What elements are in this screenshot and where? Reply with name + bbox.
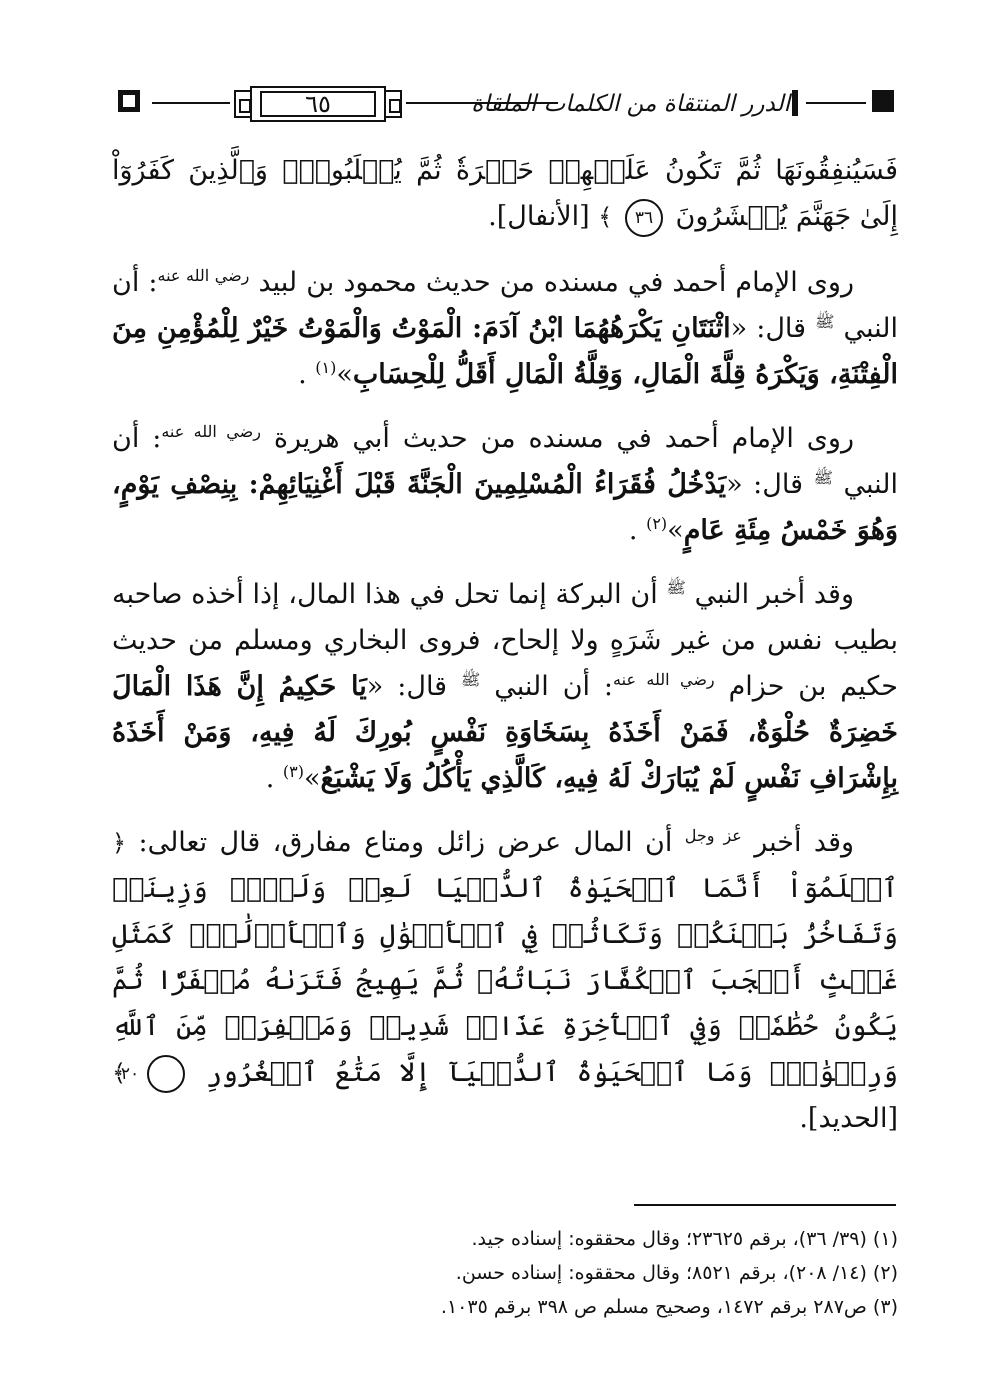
paragraph-text: قال: «: [726, 469, 803, 500]
paragraph-hadith-1: [112, 260, 898, 398]
hadith-text: اثْنَتَانِ يَكْرَهُهُمَا ابْنُ آدَمَ: الْمَوْتُ وَالْمَوْتُ خَيْرٌ لِلْمُؤْمِنِ مِنَ الْفِتْنَةِ، وَيَكْرَهُ قِلَّةَ الْمَالِ، وَقِلَّةُ الْمَالِ أَقَلُّ لِلْحِسَابِ: [112, 313, 898, 390]
paragraph-text: قال: «: [366, 671, 448, 702]
honorific: ﷺ: [813, 468, 833, 487]
honorific: رضي الله عنه: [157, 266, 250, 285]
honorific: عز وجل: [684, 826, 742, 845]
hadith-text: يَا حَكِيمُ إِنَّ هَذَا الْمَالَ خَضِرَةٌ حُلْوَةٌ، فَمَنْ أَخَذَهُ بِسَخَاوَةِ نَفْسٍ بُورِكَ لَهُ فِيهِ، وَمَنْ أَخَذَهُ بِإِشْرَافِ نَفْسٍ لَمْ يُبَارَكْ لَهُ فِيهِ، كَالَّذِي يَأْكُلُ وَلَا يَشْبَعُ: [112, 671, 898, 794]
verse-text-line1: فَسَيُنفِقُونَهَا ثُمَّ تَكُونُ عَلَيۡهِمۡ حَسۡرَةٗ ثُمَّ يُغۡلَبُونَۗ وَٱلَّذِينَ كَفَرُوٓاْ إِلَىٰ جَهَنَّمَ: [112, 155, 898, 232]
header-square-outline-ornament: [118, 90, 140, 112]
quran-verse-continuation: [112, 148, 898, 240]
footnote-ref: (٣): [282, 762, 304, 781]
paragraph-text: وقد أخبر النبي: [694, 579, 854, 610]
honorific: رضي الله عنه: [161, 422, 261, 441]
paragraph-verse-hadid: [112, 820, 898, 1142]
paragraph-text: أن البركة إنما تحل في هذا المال، إذا أخذه صاحبه بطيب نفس من غير شَرَهٍ ولا إلحاح، فروى البخاري ومسلم من حديث حكيم بن حزام: [112, 579, 898, 702]
header-rule: [152, 102, 230, 104]
paragraph-text: روى الإمام أحمد في مسنده من حديث أبي هريرة: [273, 423, 855, 454]
paragraph-text: وقد أخبر: [754, 827, 855, 858]
verse-text-line2: يُحۡشَرُونَ: [675, 201, 788, 232]
honorific: ﷺ: [461, 670, 481, 689]
main-text: [112, 148, 898, 1160]
quote-mark: »: [667, 515, 684, 546]
paragraph-text: : أن النبي: [494, 671, 614, 702]
opening-bracket-ornament: ﴿: [112, 829, 127, 857]
quote-mark: »: [303, 763, 321, 794]
paragraph-text: : أن النبي: [112, 267, 898, 344]
paragraph-text: قال: «: [730, 313, 807, 344]
footnote-item: (٣) ص٢٨٧ برقم ١٤٧٢، وصحيح مسلم ص ٣٩٨ برقم ١٠٣٥.: [440, 1296, 898, 1318]
verse-number-marker: ٢٠: [147, 1055, 185, 1093]
closing-bracket-ornament: ﴾: [112, 1059, 127, 1087]
paragraph-text: أن المال عرض زائل ومتاع مفارق، قال تعالى:: [138, 827, 673, 858]
footnotes: [112, 1222, 898, 1324]
footnote-item: (٢) (١٤/ ٢٠٨)، برقم ٨٥٢١؛ وقال محققوه: إسناده حسن.: [455, 1262, 898, 1284]
page-number-frame: [230, 82, 406, 126]
quote-mark: »: [336, 359, 353, 390]
honorific: رضي الله عنه: [613, 670, 715, 689]
paragraph-text: : أن النبي: [112, 423, 898, 500]
surah-reference: [الحديد].: [799, 1103, 898, 1134]
header-bar-ornament: [792, 90, 798, 116]
hadith-text: يَدْخُلُ فُقَرَاءُ الْمُسْلِمِينَ الْجَنَّةَ قَبْلَ أَغْنِيَائِهِمْ: بِنِصْفِ يَوْمٍ، وَهُوَ خَمْسُ مِئَةِ عَامٍ: [112, 469, 898, 546]
verse-number-marker: ٣٦: [625, 199, 663, 237]
paragraph-hadith-3: [112, 572, 898, 802]
footnote-item: (١) (٣٩/ ٣٦)، برقم ٢٣٦٢٥؛ وقال محققوه: إسناده جيد.: [471, 1228, 898, 1250]
footnote-ref: (١): [315, 358, 337, 377]
surah-reference: [الأنفال].: [488, 201, 590, 232]
footnote-ref: (٢): [646, 514, 668, 533]
book-title: الدرر المنتقاة من الكلمات الملقاة: [471, 91, 790, 117]
paragraph-text: .: [265, 763, 275, 794]
paragraph-text: .: [628, 515, 638, 546]
header-rule: [806, 102, 866, 104]
footnote-separator: [634, 1204, 896, 1206]
quran-verse-text: ٱعۡلَمُوٓاْ أَنَّمَا ٱلۡحَيَوٰةُ ٱلدُّنۡيَا لَعِبٞ وَلَهۡوٞ وَزِينَةٞ وَتَفَاخُرُۢ بَيۡنَكُمۡ وَتَكَاثُرٞ فِي ٱلۡأَمۡوَٰلِ وَٱلۡأَوۡلَٰدِۖ كَمَثَلِ غَيۡثٍ أَعۡجَبَ ٱلۡكُفَّارَ نَبَاتُهُۥ ثُمَّ يَهِيجُ فَتَرَىٰهُ مُصۡفَرّٗا ثُمَّ يَكُونُ حُطَٰمٗاۖ وَفِي ٱلۡأٓخِرَةِ عَذَابٞ شَدِيدٞ وَمَغۡفِرَةٞ مِّنَ ٱللَّهِ وَرِضۡوَٰنٞۚ وَمَا ٱلۡحَيَوٰةُ ٱلدُّنۡيَآ إِلَّا مَتَٰعُ ٱلۡغُرُورِ: [112, 873, 898, 1088]
frame-knot-ornament: [384, 90, 402, 118]
paragraph-text: .: [298, 359, 307, 390]
honorific: ﷺ: [666, 578, 686, 597]
closing-bracket-ornament: ﴾: [598, 203, 613, 231]
paragraph-hadith-2: [112, 416, 898, 554]
page-number: ٦٥: [305, 90, 331, 118]
running-header: [112, 82, 896, 126]
honorific: ﷺ: [815, 312, 835, 331]
header-square-filled-ornament: [872, 90, 894, 112]
paragraph-text: روى الإمام أحمد في مسنده من حديث محمود بن لبيد: [258, 267, 854, 298]
